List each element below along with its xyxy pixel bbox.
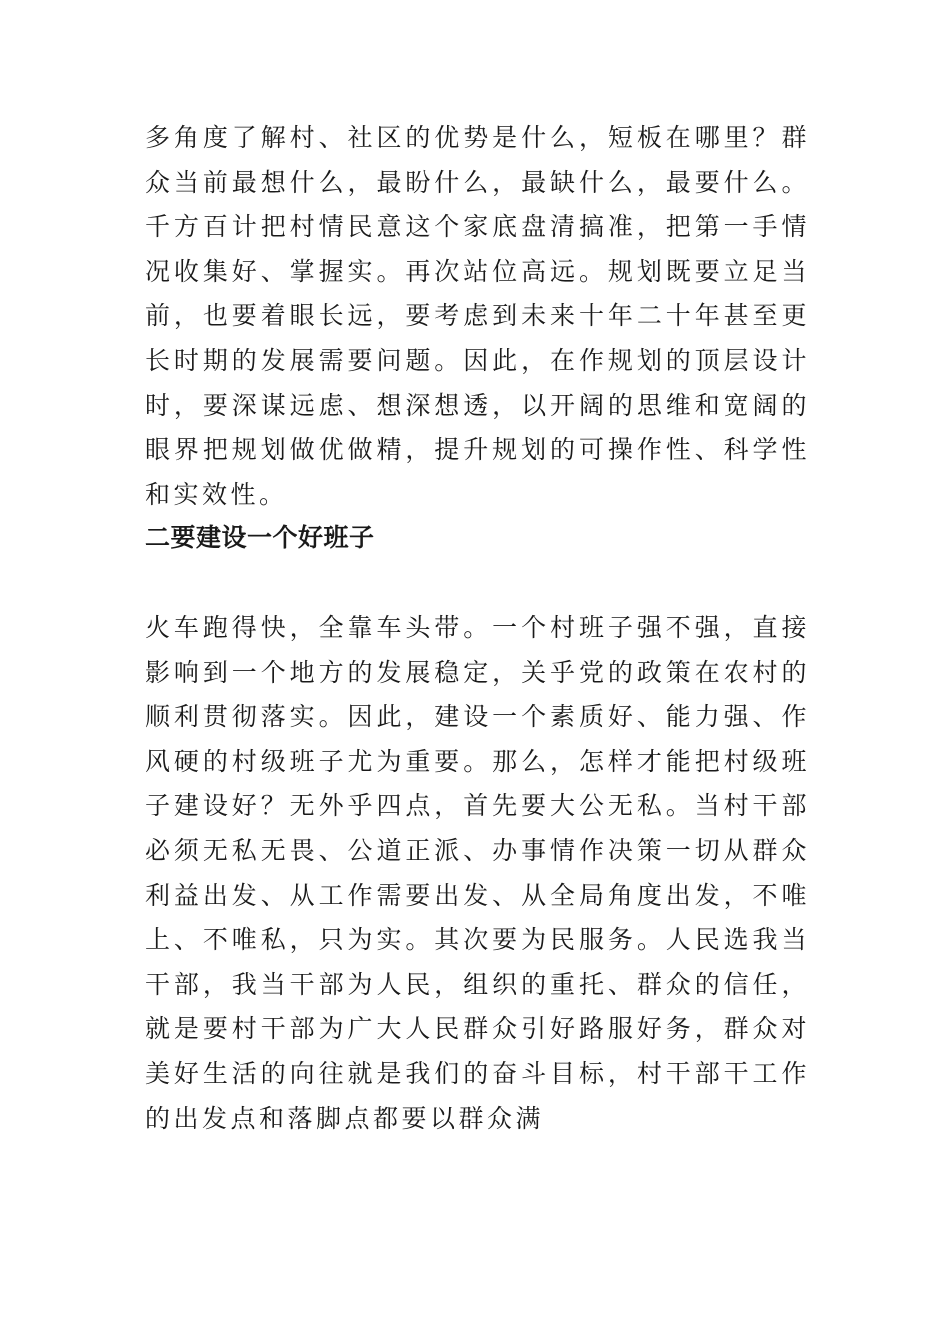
body-paragraph: 多角度了解村、社区的优势是什么，短板在哪里？群众当前最想什么，最盼什么，最缺什么，最要什么。千方百计把村情民意这个家底盘清搞准，把第一手情况收集好、掌握实。再次站位高远。规划既要立足当前，也要着眼长远，要考虑到未来十年二十年甚至更长时期的发展需要问题。因此，在作规划的顶层设计时，要深谋远虑、想深想透，以开阔的思维和宽阔的眼界把规划做优做精，提升规划的可操作性、科学性和实效性。 bbox=[145, 123, 810, 509]
section-heading: 二要建设一个好班子 bbox=[145, 523, 375, 552]
body-paragraph: 火车跑得快，全靠车头带。一个村班子强不强，直接影响到一个地方的发展稳定，关乎党的政策在农村的顺利贯彻落实。因此，建设一个素质好、能力强、作风硬的村级班子尤为重要。那么，怎样才能把村级班子建设好？无外乎四点，首先要大公无私。当村干部必须无私无畏、公道正派、办事情作决策一切从群众利益出发、从工作需要出发、从全局角度出发，不唯上、不唯私，只为实。其次要为民服务。人民选我当干部，我当干部为人民，组织的重托、群众的信任，就是要村干部为广大人民群众引好路服好务，群众对美好生活的向往就是我们的奋斗目标，村干部干工作的出发点和落脚点都要以群众满 bbox=[145, 613, 810, 1133]
